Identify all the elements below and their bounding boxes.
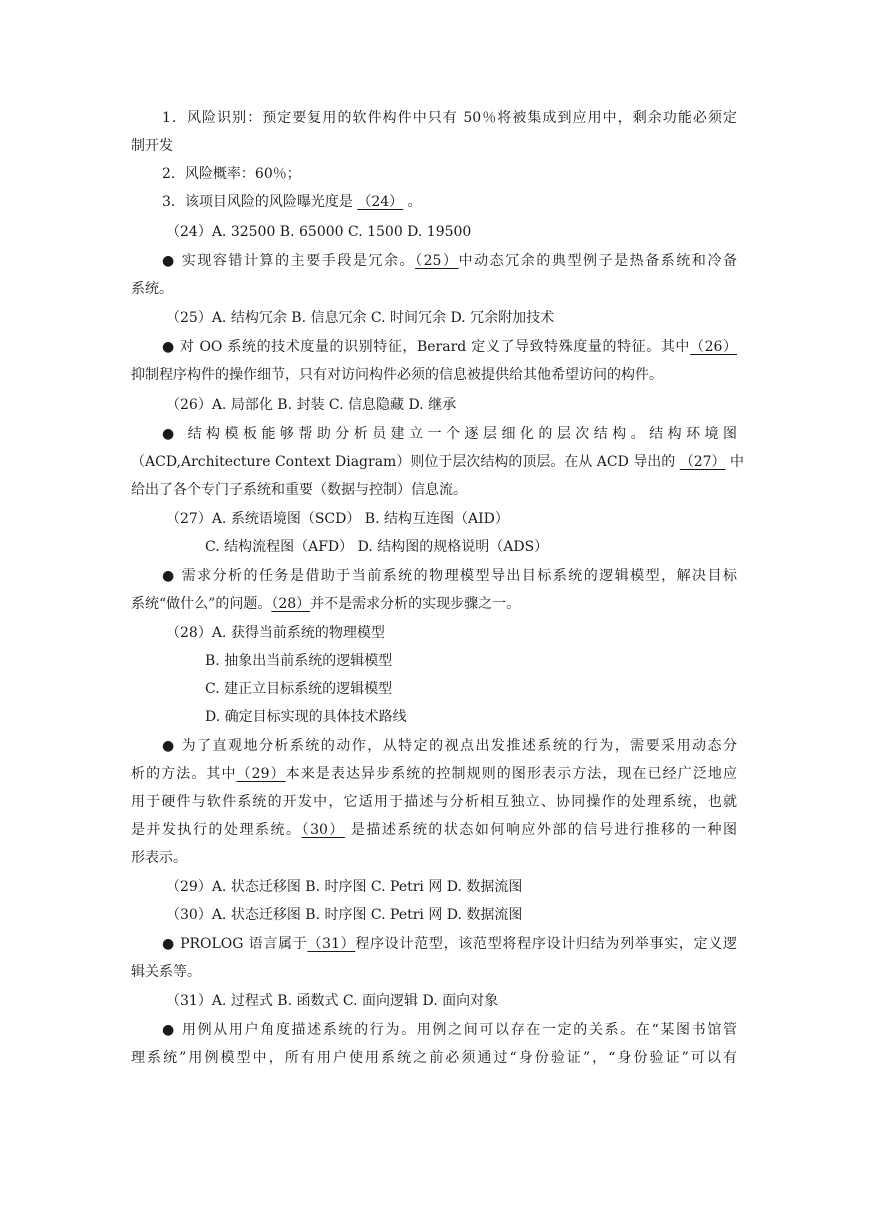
blank-28: （28） (271, 596, 311, 612)
option-line: （31）A. 过程式 B. 函数式 C. 面向逻辑 D. 面向对象 (166, 993, 499, 1009)
text-c: 是描述系统的状态如何响应外部的信号进行推移的一种图 (344, 822, 737, 838)
paragraph-line (131, 1048, 737, 1068)
text-a: （ACD,Architecture Context Diagram）则位于层次结构的顶层。在从 ACD 导出的 (131, 454, 676, 470)
option-line: （27）A. 系统语境图（SCD） B. 结构互连图（AID） (166, 511, 509, 527)
option-line: （26）A. 局部化 B. 封装 C. 信息隐藏 D. 继承 (166, 397, 457, 413)
text (131, 454, 744, 470)
paragraph-line: 辑关系等。 (131, 964, 201, 980)
option-line: B. 抽象出当前系统的逻辑模型 (205, 653, 393, 669)
text: ● 为了直观地分析系统的动作，从特定的视点出发推述系统的行为，需要采用动态分 (162, 738, 737, 754)
paragraph-line (131, 1020, 737, 1040)
text: 1．风险识别：预定要复用的软件构件中只有 50％将被集成到应用中，剩余功能必须定 (162, 110, 737, 126)
blank-27: （27） (679, 454, 726, 470)
option-line: （30）A. 状态迁移图 B. 时序图 C. Petri 网 D. 数据流图 (166, 907, 523, 923)
text: ● 需求分析的任务是借助于当前系统的物理模型导出目标系统的逻辑模型，解决目标 (162, 568, 737, 584)
option-line: C. 建正立目标系统的逻辑模型 (205, 681, 393, 697)
paragraph-line (162, 192, 422, 212)
text-c: 本来是表达异步系统的控制规则的图形表示方法，现在已经广泛地应 (285, 766, 737, 782)
option-line: D. 确定目标实现的具体技术路线 (205, 709, 407, 725)
text (131, 766, 737, 782)
option-line: （29）A. 状态迁移图 B. 时序图 C. Petri 网 D. 数据流图 (166, 879, 523, 895)
text: 理系统”用例模型中，所有用户使用系统之前必须通过“身份验证”，“身份验证”可以有 (131, 1050, 737, 1066)
paragraph-line (131, 566, 737, 586)
option-line: （24）A. 32500 B. 65000 C. 1500 D. 19500 (166, 224, 472, 240)
paragraph-line: 给出了各个专门子系统和重要（数据与控制）信息流。 (131, 482, 467, 498)
option-line: （25）A. 结构冗余 B. 信息冗余 C. 时间冗余 D. 冗余附加技术 (166, 310, 555, 326)
paragraph-line (131, 736, 737, 756)
text (131, 936, 737, 952)
option-line: （28）A. 获得当前系统的物理模型 (166, 625, 385, 641)
paragraph-line (131, 108, 737, 128)
text (131, 822, 737, 838)
blank-25: （25） (415, 253, 459, 269)
paragraph-line: 抑制程序构件的操作细节，只有对访问构件必须的信息被提供给其他希望访问的构件。 (131, 367, 663, 383)
text (131, 339, 737, 355)
paragraph-line (131, 594, 520, 614)
paragraph-line: 形表示。 (131, 850, 187, 866)
text: 3．该项目风险的风险曝光度是 (162, 194, 358, 210)
option-line: C. 结构流程图（AFD） D. 结构图的规格说明（ADS） (205, 539, 549, 555)
blank-30: （30） (301, 822, 345, 838)
text-a: 析的方法。其中 (131, 766, 237, 782)
paragraph-line (131, 424, 737, 444)
text: ● 用例从用户角度描述系统的行为。用例之间可以存在一定的关系。在“某图书馆管 (162, 1022, 737, 1038)
blank-31: （31） (307, 936, 356, 952)
text: 系统“做什么”的问题。 (131, 596, 272, 612)
paragraph-line: 2．风险概率：60％； (162, 166, 301, 182)
blank-29: （29） (236, 766, 286, 782)
paragraph-line (131, 820, 737, 840)
text: ● 结构模板能够帮助分析员建立一个逐层细化的层次结构。结构环境图 (162, 426, 737, 442)
text-c: 中动态冗余的典型例子是热备系统和冷备 (458, 253, 737, 269)
paragraph-line (131, 452, 745, 472)
paragraph-line (131, 792, 737, 812)
text-a: 是并发执行的处理系统。 (131, 822, 302, 838)
paragraph-line (131, 934, 737, 954)
text: 用于硬件与软件系统的开发中，它适用于描述与分析相互独立、协同操作的处理系统，也就 (131, 794, 737, 810)
blank-24: （24） (357, 194, 404, 210)
paragraph-line: 制开发 (131, 138, 173, 154)
paragraph-line (131, 251, 737, 271)
text-c: 程序设计范型，该范型将程序设计归结为列举事实，定义逻 (355, 936, 738, 952)
paragraph-line: 系统。 (131, 281, 173, 297)
text-a: ● 实现容错计算的主要手段是冗余。 (162, 253, 416, 269)
text-a: ● 对 OO 系统的技术度量的识别特征，Berard 定义了导致特殊度量的特征。其中 (162, 339, 690, 355)
text: 。 (403, 194, 422, 210)
paragraph-line (131, 764, 737, 784)
paragraph-line (131, 337, 737, 357)
text: 并不是需求分析的实现步骤之一。 (310, 596, 521, 612)
text (131, 253, 737, 269)
text-a: ● PROLOG 语言属于 (162, 936, 308, 952)
blank-26: （26） (690, 339, 737, 355)
text-c: 中 (730, 454, 745, 470)
